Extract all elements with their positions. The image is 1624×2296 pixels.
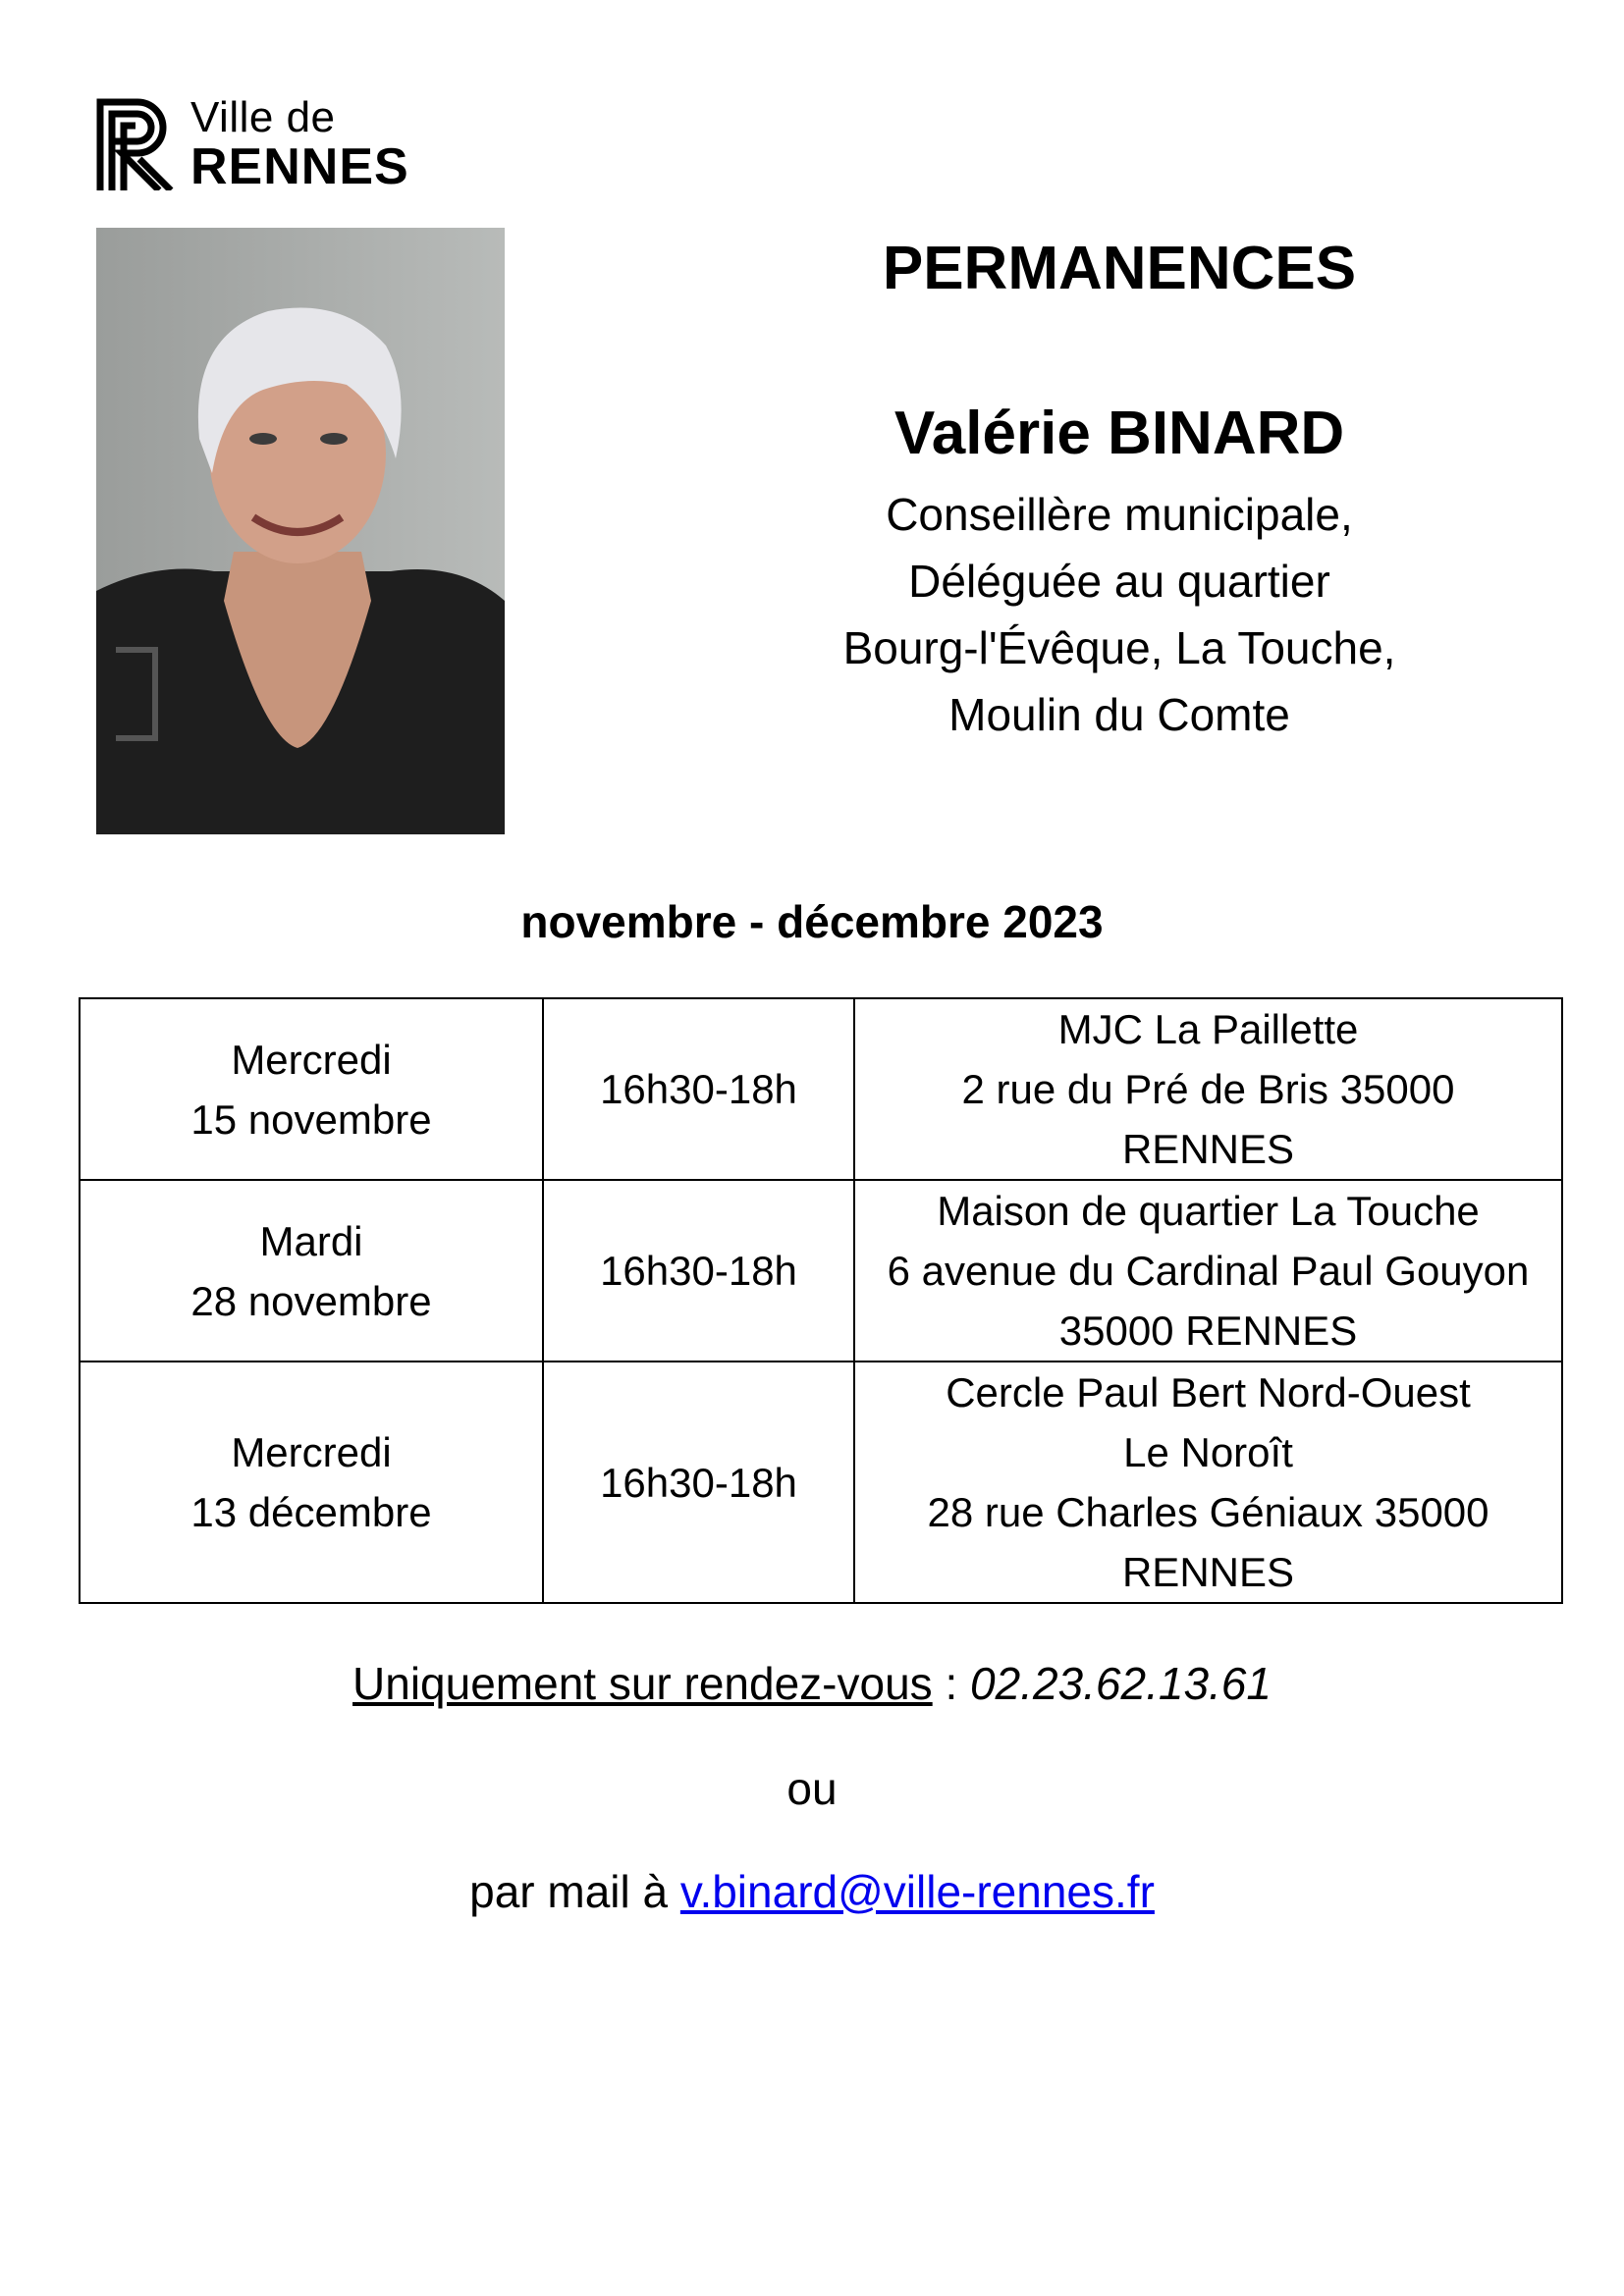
- email-link[interactable]: v.binard@ville-rennes.fr: [679, 1866, 1155, 1917]
- place-line: MJC La Paillette: [1057, 1006, 1359, 1052]
- email-line: [0, 1865, 1624, 1918]
- period-heading: novembre - décembre 2023: [520, 896, 1104, 947]
- logo-line-1: Ville de: [190, 93, 336, 141]
- schedule-table: [79, 997, 1563, 1604]
- place-line: RENNES: [1121, 1126, 1295, 1172]
- place-line: 6 avenue du Cardinal Paul Gouyon: [887, 1248, 1530, 1294]
- appointment-label: Uniquement sur rendez-vous: [352, 1658, 933, 1709]
- place-cell: [854, 1362, 1562, 1603]
- date-label: 15 novembre: [190, 1095, 432, 1143]
- place-line: Maison de quartier La Touche: [937, 1188, 1480, 1234]
- date-cell: [80, 1362, 543, 1603]
- place-line: Le Noroît: [1123, 1429, 1293, 1475]
- place-cell: [854, 1180, 1562, 1362]
- table-row: [80, 1180, 1562, 1362]
- time-cell: 16h30-18h: [543, 998, 854, 1180]
- logo-line-2: RENNES: [190, 138, 409, 195]
- time-cell: 16h30-18h: [543, 1362, 854, 1603]
- rennes-r-icon: [96, 98, 179, 190]
- role-line: Conseillère municipale,: [886, 489, 1353, 541]
- councillor-name: Valérie BINARD: [893, 400, 1345, 468]
- date-cell: [80, 998, 543, 1180]
- day-label: Mercredi: [231, 1036, 392, 1083]
- place-line: 2 rue du Pré de Bris 35000: [961, 1066, 1455, 1112]
- or-text: ou: [786, 1763, 838, 1814]
- table-row: [80, 1362, 1562, 1603]
- day-label: Mercredi: [231, 1429, 392, 1475]
- phone-number[interactable]: 02.23.62.13.61: [970, 1658, 1272, 1709]
- place-line: RENNES: [1121, 1549, 1295, 1595]
- time-cell: 16h30-18h: [543, 1180, 854, 1362]
- date-label: 28 novembre: [190, 1277, 432, 1324]
- day-label: Mardi: [259, 1217, 363, 1264]
- table-row: [80, 998, 1562, 1180]
- date-label: 13 décembre: [190, 1489, 432, 1535]
- role-line: Moulin du Comte: [948, 689, 1290, 741]
- portrait-photo: [96, 228, 505, 834]
- place-line: Cercle Paul Bert Nord-Ouest: [946, 1369, 1471, 1415]
- ville-de-rennes-logo: [96, 93, 430, 195]
- place-cell: [854, 998, 1562, 1180]
- role-line: Déléguée au quartier: [908, 556, 1330, 608]
- place-line: 28 rue Charles Géniaux 35000: [927, 1489, 1489, 1535]
- mail-prefix: par mail à: [469, 1866, 680, 1917]
- place-line: 35000 RENNES: [1058, 1308, 1358, 1354]
- page-title: PERMANENCES: [882, 235, 1357, 302]
- role-line: Bourg-l'Évêque, La Touche,: [842, 622, 1396, 674]
- appointment-line: [0, 1657, 1624, 1710]
- header-block: [805, 236, 1434, 748]
- separator: :: [932, 1658, 971, 1709]
- date-cell: [80, 1180, 543, 1362]
